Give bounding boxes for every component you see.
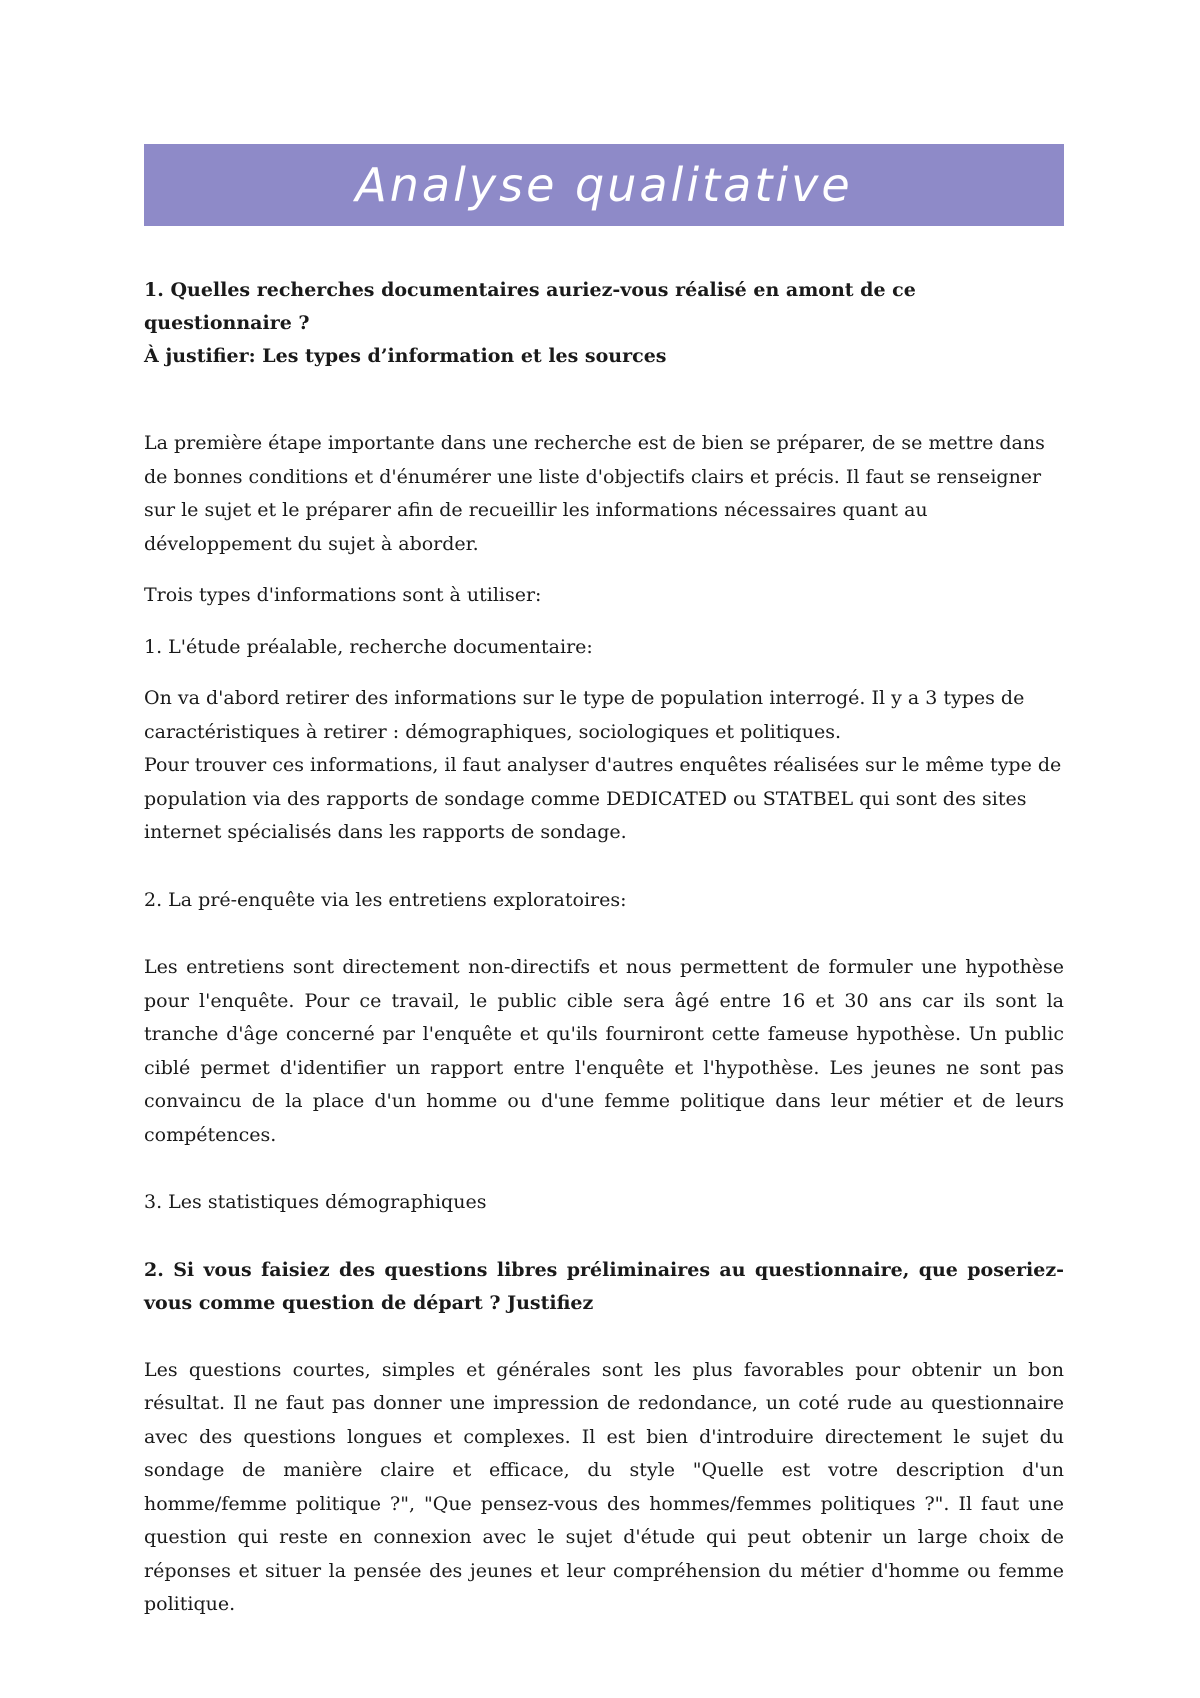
item-2-title: 2. La pré-enquête via les entretiens exploratoires: xyxy=(144,888,627,911)
types-intro: Trois types d'informations sont à utiliser: xyxy=(144,584,542,606)
item-2-paragraph: Les entretiens sont directement non-directifs et nous permettent de formuler une hypothèse pour l'enquête. Pour ce travail, le public cible sera âgé entre 16 et 30 ans car ils sont la tranche d'âge concerné par l'enquête et qu'ils fourniront cette fameuse hypothèse. Un public ciblé permet d'identifier un rapport entre l'enquête et l'hypothèse. Les jeunes ne sont pas convaincu de la place d'un homme ou d'une femme politique dans leur métier et de leurs compétences. xyxy=(144,956,1064,1146)
item-1-title: 1. L'étude préalable, recherche documentaire: xyxy=(144,635,593,658)
question-2: 2. Si vous faisiez des questions libres préliminaires au questionnaire, que poseriez-vous comme question de départ ? Justifiez xyxy=(144,1258,1064,1314)
question-2-answer: Les questions courtes, simples et générales sont les plus favorables pour obtenir un bon résultat. Il ne faut pas donner une impression de redondance, un coté rude au questionnaire avec des questions longues et complexes. Il est bien d'introduire directement le sujet du sondage de manière claire et efficace, du style "Quelle est votre description d'un homme/femme politique ?", "Que pensez-vous des hommes/femmes politiques ?". Il faut une question qui reste en connexion avec le sujet d'étude qui peut obtenir un large choix de réponses et situer la pensée des jeunes et leur compréhension du métier d'homme ou femme politique. xyxy=(144,1358,1064,1615)
item-1-paragraph-2: Pour trouver ces informations, il faut analyser d'autres enquêtes réalisées sur le même type de population via des rapports de sondage comme DEDICATED ou STATBEL qui sont des sites internet spécialisés dans les rapports de sondage. xyxy=(144,754,1062,843)
title-banner xyxy=(144,144,1064,226)
item-1-paragraph-1: On va d'abord retirer des informations sur le type de population interrogé. Il y a 3 types de caractéristiques à retirer : démographiques, sociologiques et politiques. xyxy=(144,687,1025,743)
item-3-title: 3. Les statistiques démographiques xyxy=(144,1191,487,1213)
question-1: 1. Quelles recherches documentaires auriez-vous réalisé en amont de ce questionnaire ? xyxy=(144,279,916,334)
question-1-subline: À justifier: Les types d’information et les sources xyxy=(144,345,667,367)
document-page xyxy=(144,144,1064,1622)
intro-paragraph: La première étape importante dans une recherche est de bien se préparer, de se mettre dans de bonnes conditions et d'énumérer une liste d'objectifs clairs et précis. Il faut se renseigner sur le sujet et le préparer afin de recueillir les informations nécessaires quant au développement du sujet à aborder. xyxy=(144,432,1045,555)
document-title: Analyse qualitative xyxy=(355,158,853,212)
